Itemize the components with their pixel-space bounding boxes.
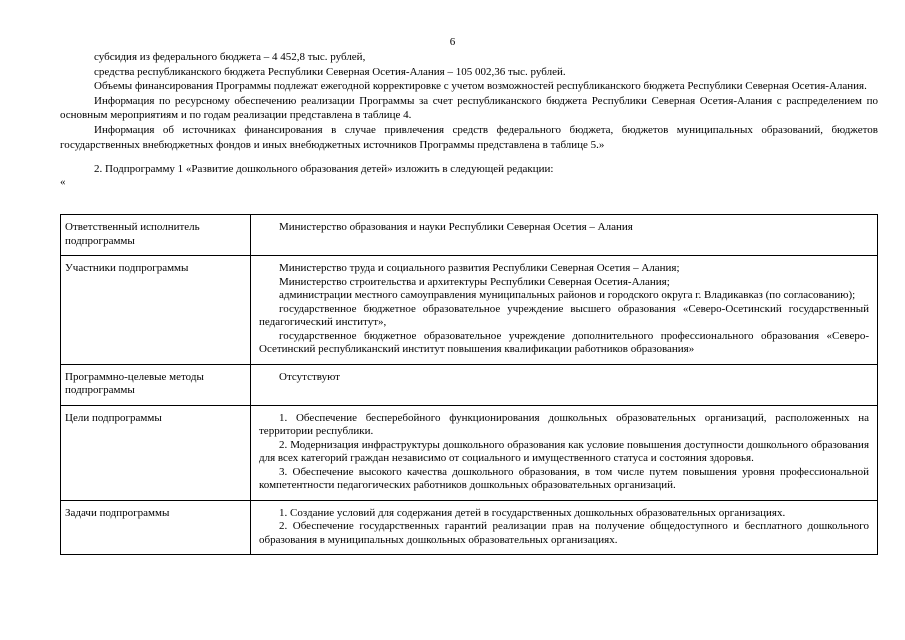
quote-open-mark: « — [60, 175, 66, 188]
value-line: Отсутствуют — [279, 370, 340, 383]
row-label: Цели подпрограммы — [61, 405, 251, 500]
table-row-goals — [61, 405, 878, 500]
row-value — [251, 215, 878, 256]
row-value — [251, 500, 878, 555]
table-row-tasks — [61, 500, 878, 555]
paragraph-funding-sources: Информация об источниках финансирования в случае привлечения средств федерального бюджета, бюджетов муниципальных образований, бюджетов государственных внебюджетных фондов и иных внебюджетных источников Программы представлена в таблице 5.» — [60, 123, 878, 151]
paragraph-federal-subsidy: субсидия из федерального бюджета – 4 452,8 тыс. рублей, — [94, 51, 366, 63]
table-row-participants — [61, 256, 878, 365]
paragraph-republic-budget: средства республиканского бюджета Республики Северная Осетия-Алания – 105 002,36 тыс. рублей. — [94, 65, 566, 78]
paragraph-financing-correction: Объемы финансирования Программы подлежат ежегодной корректировке с учетом возможностей республиканского бюджета Республики Северная Осетия-Алания. — [94, 80, 867, 93]
row-label: Участники подпрограммы — [61, 256, 251, 365]
value-line: 2. Обеспечение государственных гарантий реализации прав на получение общедоступного и бесплатного дошкольного образования в муниципальных дошкольных образовательных организациях. — [259, 520, 869, 546]
page-number: 6 — [449, 36, 456, 48]
row-value — [251, 364, 878, 405]
value-line: 3. Обеспечение высокого качества дошкольного образования, в том числе путем повышения уровня профессиональной компетентности педагогических работников дошкольных образовательных организаций. — [259, 465, 869, 491]
value-line: администрации местного самоуправления муниципальных районов и городского округа г. Владикавказ (по согласованию); — [279, 289, 856, 301]
paragraph-resource-info: Информация по ресурсному обеспечению реализации Программы за счет республиканского бюджета Республики Северная Осетия-Алания с распределением по основным мероприятиям и по годам реализации представлена в таблице 4. — [60, 94, 878, 122]
row-label: Программно-целевые методы подпрограммы — [61, 364, 251, 405]
row-label: Ответственный исполнитель подпрограммы — [61, 215, 251, 256]
table-row-methods — [61, 364, 878, 405]
subprogram-passport-table — [60, 214, 878, 555]
value-line: 2. Модернизация инфраструктуры дошкольного образования как условие повышения доступности дошкольного образования для всех категорий граждан независимо от социального и имущественного статуса и состояния здоровья. — [259, 438, 869, 464]
value-line: Министерство образования и науки Республики Северная Осетия – Алания — [279, 221, 633, 233]
value-line: 1. Обеспечение бесперебойного функционирования дошкольных образовательных организаций, расположенных на территории республики. — [259, 411, 869, 437]
table-row-responsible — [61, 215, 878, 256]
row-value — [251, 256, 878, 365]
value-line: государственное бюджетное образовательное учреждение высшего образования «Северо-Осетинский государственный педагогический институт», — [259, 302, 869, 328]
value-line: Министерство труда и социального развития Республики Северная Осетия – Алания; — [279, 262, 680, 274]
value-line: Министерство строительства и архитектуры Республики Северная Осетия-Алания; — [279, 275, 670, 288]
value-line: государственное бюджетное образовательное учреждение дополнительного профессионального образования «Северо-Осетинский республиканский институт повышения квалификации работников образования» — [259, 329, 869, 355]
row-label: Задачи подпрограммы — [61, 500, 251, 555]
row-value — [251, 405, 878, 500]
intro-text — [60, 50, 878, 188]
subprogram-heading: 2. Подпрограмму 1 «Развитие дошкольного образования детей» изложить в следующей редакции: — [94, 163, 554, 176]
value-line: 1. Создание условий для содержания детей в государственных дошкольных образовательных организациях. — [279, 506, 786, 519]
